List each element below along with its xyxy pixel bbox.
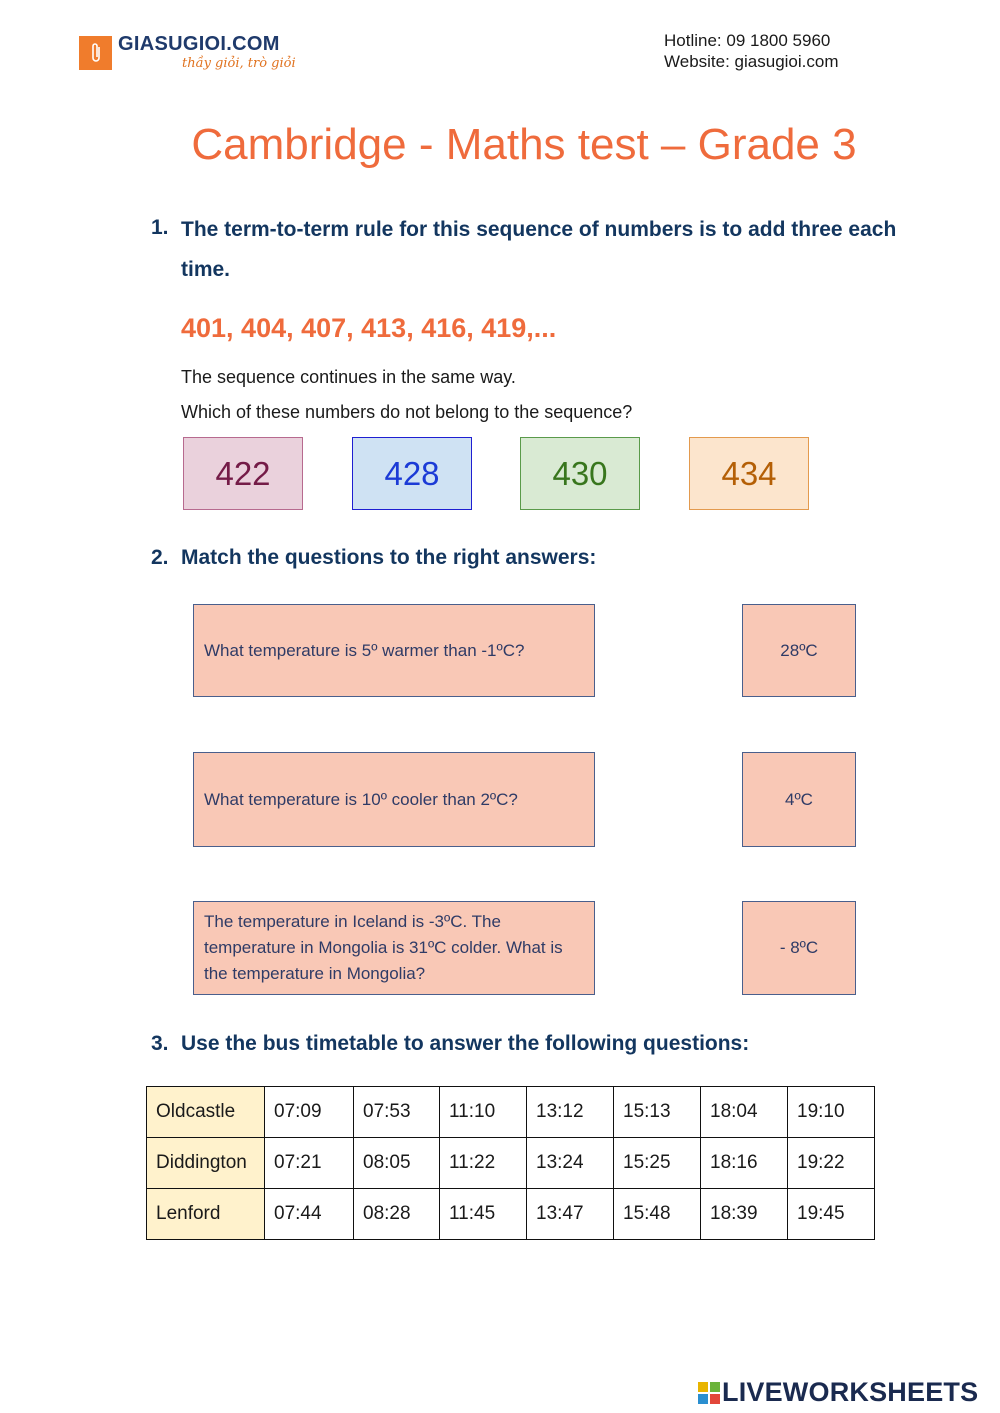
answer-option-430[interactable]: 430 bbox=[520, 437, 640, 510]
question-1-number: 1. bbox=[151, 216, 169, 239]
answer-option-434[interactable]: 434 bbox=[689, 437, 809, 510]
timetable-row bbox=[147, 1189, 875, 1240]
question-2-number: 2. bbox=[151, 546, 169, 569]
liveworksheets-brand: LIVEWORKSHEETS bbox=[722, 1377, 979, 1407]
question-1-text: The term-to-term rule for this sequence of numbers is to add three each time. bbox=[181, 218, 897, 281]
question-3-number: 3. bbox=[151, 1032, 169, 1055]
match-question-box[interactable]: What temperature is 5º warmer than -1ºC? bbox=[193, 604, 595, 697]
page-title: Cambridge - Maths test – Grade 3 bbox=[191, 120, 857, 169]
time-cell: 15:48 bbox=[614, 1189, 701, 1240]
liveworksheets-icon bbox=[698, 1382, 720, 1404]
answer-option-422[interactable]: 422 bbox=[183, 437, 303, 510]
time-cell: 13:24 bbox=[527, 1138, 614, 1189]
logo-icon bbox=[79, 36, 112, 70]
time-cell: 07:09 bbox=[265, 1087, 354, 1138]
brand-tagline: thầy giỏi, trò giỏi bbox=[182, 56, 296, 71]
match-question-box[interactable]: The temperature in Iceland is -3ºC. The temperature in Mongolia is 31ºC colder. What is the temperature in Mongolia? bbox=[193, 901, 595, 995]
time-cell: 08:05 bbox=[354, 1138, 440, 1189]
question-2-text: Match the questions to the right answers: bbox=[181, 546, 597, 569]
time-cell: 18:39 bbox=[701, 1189, 788, 1240]
match-question-box[interactable]: What temperature is 10º cooler than 2ºC? bbox=[193, 752, 595, 847]
time-cell: 07:44 bbox=[265, 1189, 354, 1240]
time-cell: 11:22 bbox=[440, 1138, 527, 1189]
match-answer-box[interactable]: - 8ºC bbox=[742, 901, 856, 995]
website: Website: giasugioi.com bbox=[664, 52, 839, 71]
time-cell: 15:13 bbox=[614, 1087, 701, 1138]
time-cell: 07:53 bbox=[354, 1087, 440, 1138]
stop-name: Diddington bbox=[147, 1138, 265, 1189]
hotline: Hotline: 09 1800 5960 bbox=[664, 31, 831, 50]
answer-option-428[interactable]: 428 bbox=[352, 437, 472, 510]
question-3-text: Use the bus timetable to answer the following questions: bbox=[181, 1032, 750, 1055]
time-cell: 13:47 bbox=[527, 1189, 614, 1240]
bus-timetable bbox=[146, 1086, 875, 1240]
time-cell: 15:25 bbox=[614, 1138, 701, 1189]
time-cell: 19:45 bbox=[788, 1189, 875, 1240]
time-cell: 11:10 bbox=[440, 1087, 527, 1138]
timetable-row bbox=[147, 1138, 875, 1189]
time-cell: 19:10 bbox=[788, 1087, 875, 1138]
question-1-instruction: The sequence continues in the same way. bbox=[181, 367, 516, 387]
match-answer-box[interactable]: 28ºC bbox=[742, 604, 856, 697]
question-1-prompt: Which of these numbers do not belong to the sequence? bbox=[181, 402, 633, 422]
stop-name: Oldcastle bbox=[147, 1087, 265, 1138]
time-cell: 07:21 bbox=[265, 1138, 354, 1189]
time-cell: 08:28 bbox=[354, 1189, 440, 1240]
match-answer-box[interactable]: 4ºC bbox=[742, 752, 856, 847]
time-cell: 19:22 bbox=[788, 1138, 875, 1189]
time-cell: 18:16 bbox=[701, 1138, 788, 1189]
timetable-row bbox=[147, 1087, 875, 1138]
brand-name: GIASUGIOI.COM bbox=[118, 33, 280, 55]
number-sequence: 401, 404, 407, 413, 416, 419,... bbox=[181, 313, 557, 343]
time-cell: 13:12 bbox=[527, 1087, 614, 1138]
time-cell: 18:04 bbox=[701, 1087, 788, 1138]
stop-name: Lenford bbox=[147, 1189, 265, 1240]
time-cell: 11:45 bbox=[440, 1189, 527, 1240]
